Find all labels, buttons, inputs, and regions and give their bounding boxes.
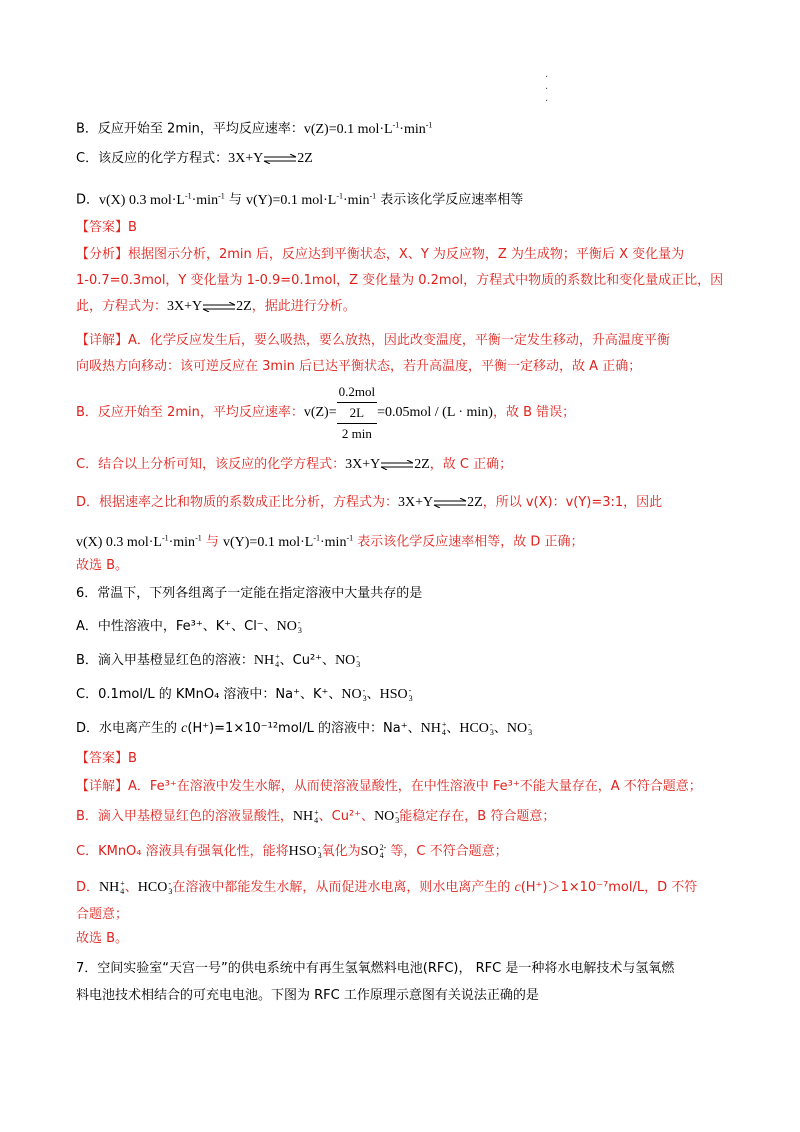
sulfate-ion: SO 2- 4 [360, 842, 387, 860]
q5-detail-b [76, 382, 575, 444]
equation: 3X+Y 2Z [345, 457, 430, 472]
q5-option-d-formula: v(X) 0.3 $mol\cdot L^{-1}\cdot\min^{-1}$ [99, 191, 225, 208]
rate-fraction [337, 382, 377, 444]
q5-analysis-line-2: 1-0.7=0.3mol，Y 变化量为 1-0.9=0.1mol，Z 变化量为 0.2mol，方程式中物质的系数比和变化量成正比，因 [76, 273, 724, 288]
q6-detail-d: D．NH + 4 、HCO - 3 在溶液中都能发生水解，从而促进水电离，则水电离产生的 c(H⁺)＞1×10⁻⁷mol/L，D 不符 [76, 878, 698, 896]
q5-analysis-line-1: 【分析】根据图示分析，2min 后，反应达到平衡状态，X、Y 为反应物，Z 为生成物；平衡后 X 变化量为 [76, 247, 685, 262]
bisulfite-ion: HSO - 3 [288, 842, 322, 860]
q6-detail-d-cont: 合题意； [76, 907, 129, 922]
q5-option-b [76, 116, 432, 139]
q6-option-d: D．水电离产生的 c(H⁺)=1×10⁻¹²mol/L 的溶液中：Na⁺、NH + 4 、HCO - 3 、NO - 3 [76, 719, 533, 737]
q5-option-b-formula: v(Z)=0.1 $mol\cdot L^{-1}\cdot\min^{-1}$ [303, 120, 433, 137]
q5-option-d-formula2: v(Y)=0.1 $mol\cdot L^{-1}\cdot\min^{-1}$ [246, 191, 377, 208]
q5-option-b-label: B．反应开始至 2min，平均反应速率： [76, 121, 304, 137]
equilibrium-arrow-icon [202, 302, 236, 312]
q6-detail-c: C．KMnO₄ 溶液具有强氧化性，能将HSO - 3 氧化为SO 2- 4 等，C 不符合题意； [76, 842, 508, 860]
q5-detail-d2: v(X) 0.3 $mol\cdot L^{-1}\cdot\min^{-1}$ 与 v(Y)=0.1 $mol\cdot L^{-1}\cdot\min^{-1}$ 表示该化学反应速率相等，故 D 正确； [76, 533, 584, 550]
header-dots: · · · [545, 72, 549, 107]
q5-option-d-conj: 与 [224, 192, 247, 208]
fraction-top: 0.2mol [337, 382, 377, 403]
q5-detail-line-2: 向吸热方向移动：该可逆反应在 3min 后已达平衡状态，若升高温度，平衡一定移动，故 A 正确； [76, 359, 642, 374]
q5-option-c-label: C．该反应的化学方程式： [76, 151, 229, 166]
q6-stem: 6．常温下，下列各组离子一定能在指定溶液中大量共存的是 [76, 586, 423, 601]
nitrate-ion: NO - 3 [506, 719, 533, 737]
q5-option-d-tail: 表示该化学反应速率相等 [376, 192, 524, 208]
q5-detail-b-label: B．反应开始至 2min，平均反应速率： [76, 405, 304, 420]
q6-conclusion: 故选 B。 [76, 931, 129, 946]
q6-detail-a: 【详解】A．Fe³⁺在溶液中发生水解，从而使溶液显酸性，在中性溶液中 Fe³⁺不能大量存在，A 不符合题意； [76, 779, 702, 794]
q5-option-d [76, 187, 523, 210]
q6-detail-b: B．滴入甲基橙显红色的溶液显酸性，NH + 4 、Cu²⁺、NO - 3 能稳定存在，B 符合题意； [76, 807, 556, 825]
equation: 3X+Y 2Z [167, 299, 252, 314]
bicarbonate-ion: HCO - 3 [137, 878, 173, 896]
q5-detail-line-1: 【详解】A．化学反应发生后，要么吸热，要么放热，因此改变温度，平衡一定发生移动，升高温度平衡 [76, 333, 670, 348]
q6-option-c: C．0.1mol/L 的 KMnO₄ 溶液中：Na⁺、K⁺、NO - 3 、HSO - 3 [76, 685, 413, 703]
equation: 3X+Y 2Z [228, 151, 313, 166]
rate-result: =0.05mol / (L · min) [377, 405, 493, 420]
ammonium-ion: NH + 4 [99, 878, 125, 896]
nitrate-ion: NO - 3 [335, 651, 361, 669]
q5-detail-c: C．结合以上分析可知，该反应的化学方程式：3X+Y 2Z，故 C 正确； [76, 457, 513, 472]
vz-label: v(Z)= [303, 405, 337, 420]
q5-answer: 【答案】B [76, 220, 137, 235]
equilibrium-arrow-icon [380, 460, 414, 470]
equilibrium-arrow-icon [263, 154, 297, 164]
nitrate-ion: NO - 3 [374, 807, 400, 825]
q6-option-a: A．中性溶液中，Fe³⁺、K⁺、Cl⁻、NO - 3 [76, 617, 302, 635]
bisulfite-ion: HSO - 3 [379, 685, 413, 703]
q6-option-b: B．滴入甲基橙显红色的溶液：NH + 4 、Cu²⁺、NO - 3 [76, 651, 361, 669]
fraction-middle: 2L [337, 403, 377, 424]
equilibrium-arrow-icon [433, 498, 467, 508]
ammonium-ion: NH + 4 [292, 807, 319, 825]
bicarbonate-ion: HCO - 3 [459, 719, 494, 737]
q5-detail-d: D．根据速率之比和物质的系数成正比分析，方程式为：3X+Y 2Z，所以 v(X)：v(Y)=3:1，因此 [76, 495, 663, 510]
nitrate-ion: NO - 3 [341, 685, 367, 703]
q5-conclusion: 故选 B。 [76, 558, 129, 573]
q5-option-c [76, 150, 313, 168]
equation: 3X+Y 2Z [398, 495, 483, 510]
q5-analysis-line-3: 此，方程式为：3X+Y 2Z，据此进行分析。 [76, 299, 356, 314]
q7-stem-line-2: 料电池技术相结合的可充电电池。下图为 RFC 工作原理示意图有关说法正确的是 [76, 988, 539, 1003]
q7-stem-line-1: 7．空间实验室“天宫一号”的供电系统中有再生氢氧燃料电池(RFC)， RFC 是一种将水电解技术与氢氧燃 [76, 961, 675, 976]
q6-answer: 【答案】B [76, 751, 137, 766]
q5-detail-b-tail: ，故 B 错误； [492, 405, 576, 420]
nitrate-ion: NO - 3 [276, 617, 302, 635]
fraction-bottom: 2 min [341, 426, 372, 441]
q5-option-d-label: D． [76, 192, 100, 208]
ammonium-ion: NH + 4 [420, 719, 447, 737]
ammonium-ion: NH + 4 [253, 651, 280, 669]
